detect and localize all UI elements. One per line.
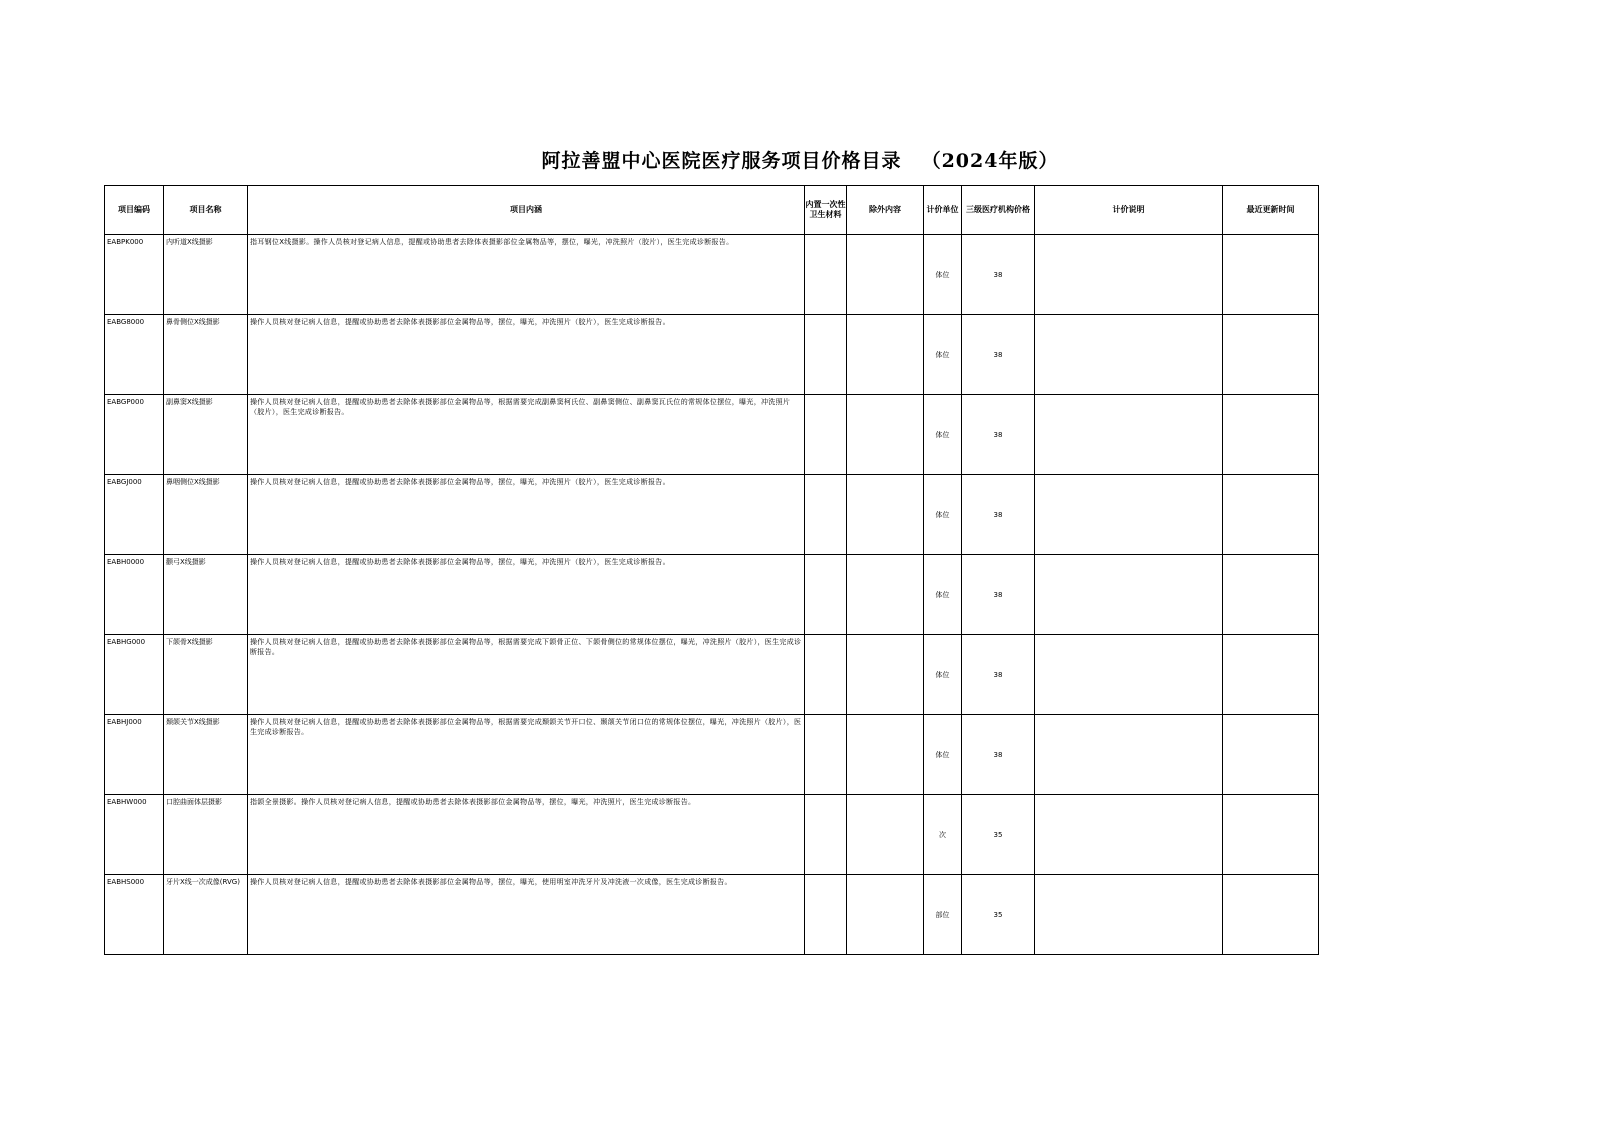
row-updated [1223,395,1319,475]
row-note [1035,795,1223,875]
row-updated [1223,715,1319,795]
table-row [105,395,1319,475]
row-content: 指颌全景摄影。操作人员核对登记病人信息，提醒或协助患者去除体表摄影部位金属物品等，摆位，曝光，冲洗照片，医生完成诊断报告。 [248,795,805,875]
row-note [1035,315,1223,395]
document-year: （2024年版） [921,150,1059,172]
row-unit: 体位 [924,715,962,795]
row-disposable [805,315,847,395]
row-note [1035,395,1223,475]
row-updated [1223,875,1319,955]
row-updated [1223,475,1319,555]
row-name: 颞颌关节X线摄影 [164,715,248,795]
row-content: 操作人员核对登记病人信息，提醒或协助患者去除体表摄影部位金属物品等，摆位，曝光，冲洗照片（胶片），医生完成诊断报告。 [248,555,805,635]
document-title: 阿拉善盟中心医院医疗服务项目价格目录 [541,150,902,172]
row-name: 鼻咽侧位X线摄影 [164,475,248,555]
row-price: 38 [962,555,1035,635]
row-price: 38 [962,635,1035,715]
row-updated [1223,555,1319,635]
row-disposable [805,235,847,315]
row-name: 鼻骨侧位X线摄影 [164,315,248,395]
row-price: 38 [962,395,1035,475]
row-note [1035,715,1223,795]
row-code: EABHG000 [105,635,164,715]
row-excluded [847,395,924,475]
table-row [105,635,1319,715]
row-excluded [847,235,924,315]
row-code: EABHW000 [105,795,164,875]
row-code: EABG8000 [105,315,164,395]
row-disposable [805,475,847,555]
row-name: 副鼻窦X线摄影 [164,395,248,475]
row-price: 38 [962,715,1035,795]
row-price: 38 [962,315,1035,395]
table-row [105,315,1319,395]
row-note [1035,555,1223,635]
header-code: 项目编码 [105,186,164,235]
row-content: 操作人员核对登记病人信息，提醒或协助患者去除体表摄影部位金属物品等，根据需要完成下颌骨正位、下颌骨侧位的常规体位摆位，曝光，冲洗照片（胶片），医生完成诊断报告。 [248,635,805,715]
row-content: 操作人员核对登记病人信息，提醒或协助患者去除体表摄影部位金属物品等，摆位，曝光，冲洗照片（胶片），医生完成诊断报告。 [248,315,805,395]
row-content: 操作人员核对登记病人信息，提醒或协助患者去除体表摄影部位金属物品等，根据需要完成颞颌关节开口位、颞颌关节闭口位的常规体位摆位，曝光，冲洗照片（胶片），医生完成诊断报告。 [248,715,805,795]
row-excluded [847,555,924,635]
row-updated [1223,315,1319,395]
row-content: 操作人员核对登记病人信息，提醒或协助患者去除体表摄影部位金属物品等，摆位，曝光，冲洗照片（胶片），医生完成诊断报告。 [248,475,805,555]
row-unit: 体位 [924,475,962,555]
row-excluded [847,795,924,875]
row-price: 38 [962,475,1035,555]
row-unit: 部位 [924,875,962,955]
table-row [105,715,1319,795]
header-content: 项目内涵 [248,186,805,235]
row-note [1035,875,1223,955]
row-note [1035,235,1223,315]
row-unit: 体位 [924,235,962,315]
row-price: 35 [962,795,1035,875]
row-updated [1223,635,1319,715]
row-excluded [847,715,924,795]
row-code: EABGJ000 [105,475,164,555]
row-price: 38 [962,235,1035,315]
header-excluded: 除外内容 [847,186,924,235]
table-row [105,475,1319,555]
row-unit: 次 [924,795,962,875]
row-disposable [805,875,847,955]
row-excluded [847,635,924,715]
row-code: EABH0000 [105,555,164,635]
row-code: EABGP000 [105,395,164,475]
row-note [1035,635,1223,715]
row-disposable [805,795,847,875]
header-note: 计价说明 [1035,186,1223,235]
row-price: 35 [962,875,1035,955]
row-name: 口腔曲面体层摄影 [164,795,248,875]
row-excluded [847,475,924,555]
price-table [104,185,1319,955]
row-disposable [805,555,847,635]
row-unit: 体位 [924,555,962,635]
row-unit: 体位 [924,395,962,475]
row-excluded [847,315,924,395]
table-row [105,875,1319,955]
row-disposable [805,395,847,475]
row-updated [1223,795,1319,875]
header-price: 三级医疗机构价格 [962,186,1035,235]
row-name: 内听道X线摄影 [164,235,248,315]
header-unit: 计价单位 [924,186,962,235]
row-content: 操作人员核对登记病人信息，提醒或协助患者去除体表摄影部位金属物品等，摆位，曝光，使用明室冲洗牙片及冲洗液一次成像，医生完成诊断报告。 [248,875,805,955]
row-code: EABPK000 [105,235,164,315]
row-updated [1223,235,1319,315]
row-code: EABHJ000 [105,715,164,795]
row-code: EABHS000 [105,875,164,955]
row-disposable [805,635,847,715]
header-disposable: 内置一次性卫生材料 [805,186,847,235]
row-name: 牙片X线一次成像(RVG) [164,875,248,955]
header-updated: 最近更新时间 [1223,186,1319,235]
header-name: 项目名称 [164,186,248,235]
row-unit: 体位 [924,315,962,395]
table-row [105,235,1319,315]
row-content: 指耳钢位X线摄影。操作人员核对登记病人信息，提醒或协助患者去除体表摄影部位金属物品等，摆位，曝光，冲洗照片（胶片），医生完成诊断报告。 [248,235,805,315]
page-title [0,146,1600,176]
row-unit: 体位 [924,635,962,715]
table-header-row [105,186,1319,235]
row-note [1035,475,1223,555]
row-excluded [847,875,924,955]
table-row [105,795,1319,875]
table-row [105,555,1319,635]
row-disposable [805,715,847,795]
row-name: 下颌骨X线摄影 [164,635,248,715]
row-content: 操作人员核对登记病人信息，提醒或协助患者去除体表摄影部位金属物品等，根据需要完成副鼻窦柯氏位、副鼻窦侧位、副鼻窦瓦氏位的常规体位摆位，曝光，冲洗照片（胶片），医生完成诊断报告。 [248,395,805,475]
row-name: 颧弓X线摄影 [164,555,248,635]
